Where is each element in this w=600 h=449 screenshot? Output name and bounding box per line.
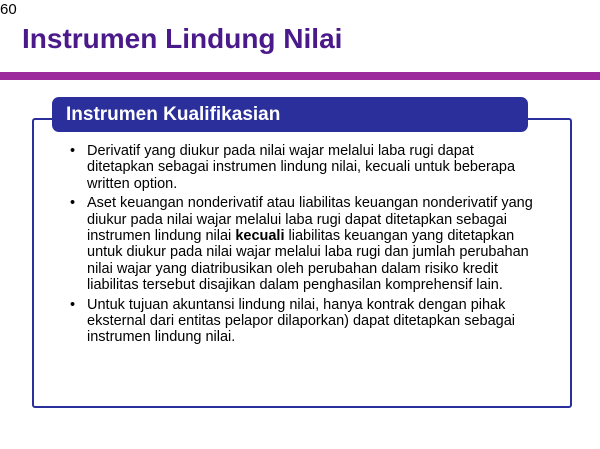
bullet-marker: • [70, 296, 76, 313]
section-header [52, 97, 528, 132]
bullet-emphasis: kecuali [235, 228, 285, 245]
bullet-text: Derivatif yang diukur pada nilai wajar melalui laba rugi dapat ditetapkan sebagai instrumen lindung nilai, kecuali untuk beberapa written option. [87, 143, 516, 192]
bullet-item [70, 143, 540, 192]
bullet-marker: • [70, 195, 76, 212]
title-divider [0, 72, 600, 80]
slide-title: Instrumen Lindung Nilai [22, 23, 343, 54]
section-header-label: Instrumen Kualifikasian [66, 103, 281, 125]
bullet-item [70, 195, 540, 293]
bullet-item [70, 297, 540, 346]
bullet-text: Untuk tujuan akuntansi lindung nilai, hanya kontrak dengan pihak eksternal dari entitas pelapor dilaporkan) dapat ditetapkan sebagai instrumen lindung nilai. [87, 296, 516, 346]
bullet-list [70, 143, 540, 349]
page-number: 60 [0, 1, 17, 18]
bullet-text: Aset keuangan nonderivatif atau liabilitas keuangan nonderivatif yang diukur pada nilai wajar melalui laba rugi dapat ditetapkan sebagai instrumen lindung nilai [87, 195, 533, 245]
bullet-text-continued: liabilitas keuangan yang ditetapkan untuk diukur pada nilai wajar melalui laba rugi dan jumlah perubahan nilai wajar yang diatribusikan oleh perubahan dalam risiko kredit liabilitas tersebut disajikan dalam penghasilan komprehensif lain. [87, 228, 529, 294]
bullet-marker: • [70, 143, 76, 159]
